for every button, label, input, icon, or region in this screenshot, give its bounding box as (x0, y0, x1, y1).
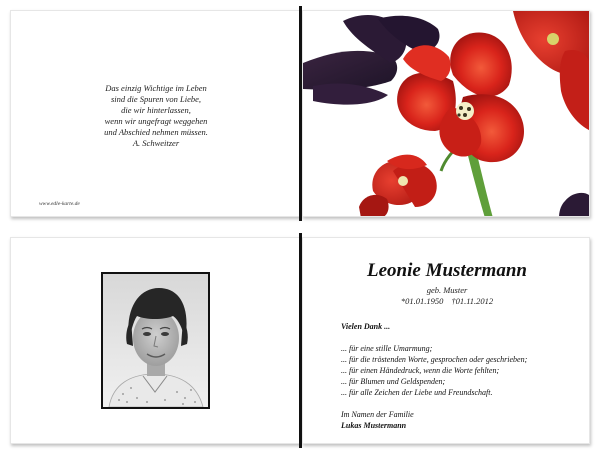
life-dates (303, 296, 590, 306)
thanks-list (341, 343, 581, 398)
poem-line: die wir hinterlassen, (121, 105, 191, 115)
photo-panel (10, 237, 300, 444)
closing-text: Im Namen der Familie (341, 410, 414, 419)
poem-panel (10, 10, 300, 217)
poem-line: Das einzig Wichtige im Leben (105, 83, 207, 93)
death-date: †01.11.2012 (451, 296, 494, 306)
flower-photo (302, 10, 590, 217)
fold-line (299, 233, 302, 448)
birth-name: geb. Muster (426, 285, 468, 295)
obituary-panel (302, 237, 590, 444)
birth-date: *01.01.1950 (400, 296, 444, 306)
thanks-line: ... für die tröstenden Worte, gesprochen oder geschrieben; (341, 355, 528, 364)
red-flower-image (303, 11, 590, 217)
signer-name: Lukas Mustermann (341, 421, 407, 430)
thank-you-text (341, 321, 581, 431)
website-text: www.edle-karte.de (39, 201, 80, 207)
thanks-line: ... für alle Zeichen der Liebe und Freundschaft. (341, 388, 493, 397)
deceased-name: Leonie Mustermann (367, 260, 527, 281)
thanks-line: ... für eine stille Umarmung; (341, 344, 433, 353)
poem-line: sind die Spuren von Liebe, (110, 94, 202, 104)
portrait-photo (101, 272, 210, 409)
thanks-line: ... für einen Händedruck, wenn die Worte fehlten; (341, 366, 500, 375)
fold-line (299, 6, 302, 221)
thanks-line: ... für Blumen und Geldspenden; (341, 377, 446, 386)
outer-card (10, 237, 590, 444)
thanks-heading: Vielen Dank ... (341, 322, 391, 331)
inner-card (10, 10, 590, 217)
poem (11, 83, 301, 149)
poem-author: A. Schweitzer (132, 138, 180, 148)
poem-line: wenn wir ungefragt weggehen (104, 116, 208, 126)
poem-line: und Abschied nehmen müssen. (104, 127, 208, 137)
portrait-image (103, 274, 208, 407)
